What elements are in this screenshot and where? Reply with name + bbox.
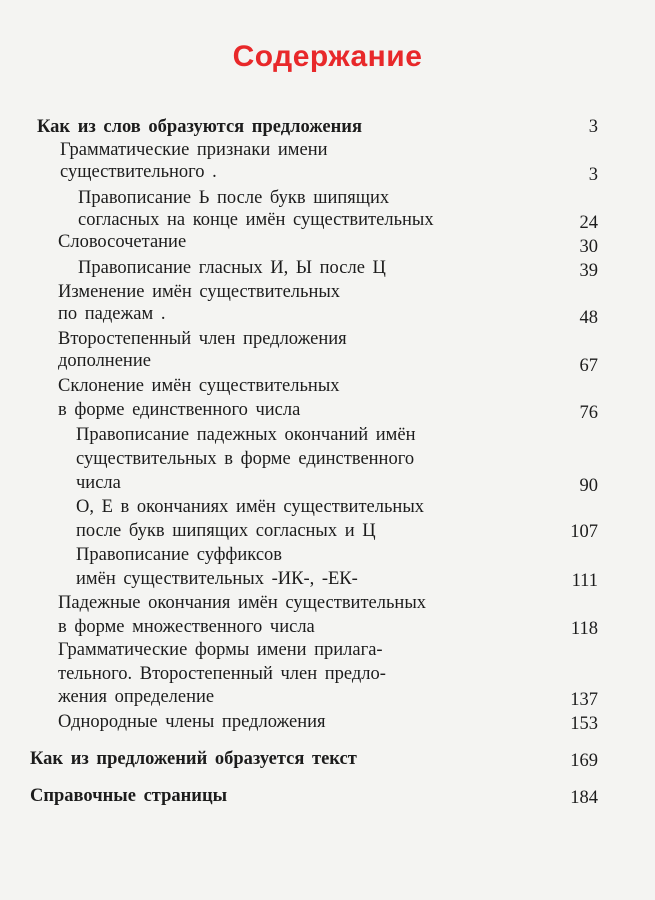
toc-entry-line: согласных на конце имён существительных (78, 210, 434, 230)
toc-entry-line: в форме множественного числа (58, 617, 315, 637)
toc-entry-line: тельного. Второстепенный член предло- (58, 664, 386, 684)
toc-page-number: 169 (570, 751, 598, 771)
toc-entry-line: существительного . (60, 162, 217, 182)
toc-page-number: 30 (579, 237, 598, 257)
toc-entry-line: Однородные члены предложения (58, 712, 326, 732)
toc-page-number: 3 (588, 165, 598, 185)
toc-page-number: 48 (579, 308, 598, 328)
toc-entry-line: Правописание Ь после букв шипящих (78, 188, 390, 208)
toc-entry-line: Изменение имён существительных (58, 282, 341, 302)
toc-entry-bold: Как из слов образуются предложения (37, 117, 362, 137)
toc-page-number: 118 (570, 619, 598, 639)
toc-entry-line: имён существительных -ИК-, -ЕК- (76, 569, 358, 589)
toc-entry-line: Падежные окончания имён существительных (58, 593, 426, 613)
toc-entry-line: Правописание гласных И, Ы после Ц (78, 258, 386, 278)
toc-page-number: 3 (588, 117, 598, 137)
toc-page-number: 90 (579, 476, 598, 496)
toc-page-number: 111 (571, 571, 598, 591)
toc-entry-bold: Справочные страницы (30, 786, 228, 806)
toc-entry-line: Склонение имён существительных (58, 376, 340, 396)
toc-entry-line: существительных в форме единственного (76, 449, 415, 469)
toc-entry-line: числа (76, 473, 121, 493)
toc-page-number: 107 (570, 522, 598, 542)
toc-page-number: 24 (579, 213, 598, 233)
toc-page-number: 137 (570, 690, 598, 710)
toc-entry-line: О, Е в окончаниях имён существительных (76, 497, 424, 517)
toc-entry-line: Второстепенный член предложения (58, 329, 347, 349)
toc-page-number: 39 (579, 261, 598, 281)
toc-page-number: 76 (579, 403, 598, 423)
toc-entry-bold: Как из предложений образуется текст (30, 749, 357, 769)
toc-entry-line: жения определение (58, 687, 215, 707)
toc-entry-line: Грамматические признаки имени (60, 140, 328, 160)
toc-entry-line: Словосочетание (58, 232, 187, 252)
toc-page-number: 67 (579, 356, 598, 376)
toc-page-number: 153 (570, 714, 598, 734)
page-title: Содержание (232, 40, 423, 73)
toc-page-number: 184 (570, 788, 598, 808)
toc-entry-line: дополнение (58, 351, 151, 371)
toc-entry-line: по падежам . (58, 304, 166, 324)
toc-entry-line: Правописание суффиксов (76, 545, 283, 565)
toc-entry-line: Правописание падежных окончаний имён (76, 425, 416, 445)
toc-entry-line: после букв шипящих согласных и Ц (76, 521, 376, 541)
toc-entry-line: в форме единственного числа (58, 400, 301, 420)
toc-entry-line: Грамматические формы имени прилага- (58, 640, 383, 660)
